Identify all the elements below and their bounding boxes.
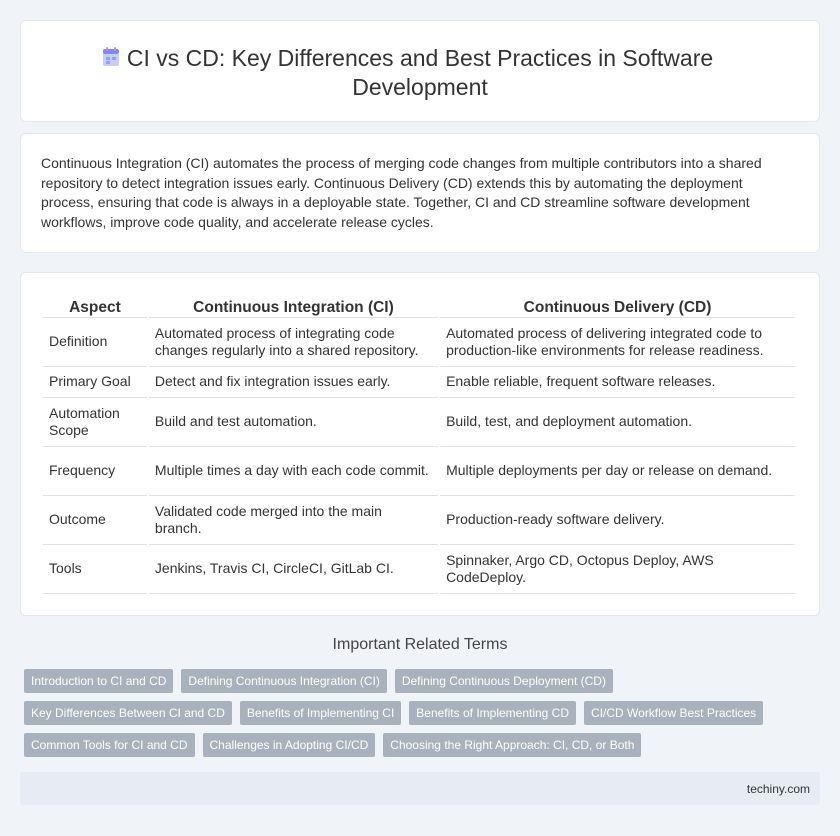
header-card <box>20 20 820 122</box>
cd-cell: Build, test, and deployment automation. <box>440 398 795 447</box>
comparison-table-card <box>20 272 820 616</box>
table-row <box>43 398 795 447</box>
cd-cell: Automated process of delivering integrated code to production-like environments for release readiness. <box>440 318 795 367</box>
tag-link[interactable]: CI/CD Workflow Best Practices <box>584 701 763 725</box>
tag-link[interactable]: Defining Continuous Deployment (CD) <box>395 669 613 693</box>
aspect-cell: Outcome <box>43 496 147 545</box>
tag-link[interactable]: Choosing the Right Approach: CI, CD, or Both <box>383 733 641 757</box>
ci-cell: Jenkins, Travis CI, CircleCI, GitLab CI. <box>149 545 438 594</box>
table-row <box>43 496 795 545</box>
footer-brand[interactable]: techiny.com <box>746 782 810 796</box>
page-title: CI vs CD: Key Differences and Best Practices in Software Development <box>126 45 714 100</box>
header-aspect: Aspect <box>43 295 147 318</box>
intro-card <box>20 133 820 253</box>
ci-cell: Detect and fix integration issues early. <box>149 367 438 398</box>
tag-link[interactable]: Defining Continuous Integration (CI) <box>181 669 386 693</box>
aspect-cell: Definition <box>43 318 147 367</box>
comparison-table <box>41 295 797 594</box>
tag-link[interactable]: Benefits of Implementing CD <box>409 701 576 725</box>
cd-cell: Enable reliable, frequent software releases. <box>440 367 795 398</box>
tag-link[interactable]: Benefits of Implementing CI <box>240 701 401 725</box>
tag-link[interactable]: Common Tools for CI and CD <box>24 733 195 757</box>
related-terms-tags <box>24 669 804 765</box>
cd-cell: Production-ready software delivery. <box>440 496 795 545</box>
header-cd: Continuous Delivery (CD) <box>440 295 795 318</box>
table-row <box>43 318 795 367</box>
intro-paragraph: Continuous Integration (CI) automates the process of merging code changes from multiple contributors into a shared repository to detect integration issues early. Continuous Delivery (CD) extends this by automating the deployment process, ensuring that code is always in a deployable state. Together, CI and CD streamline software development workflows, improve code quality, and accelerate release cycles. <box>41 155 762 230</box>
ci-cell: Build and test automation. <box>149 398 438 447</box>
ci-cell: Automated process of integrating code changes regularly into a shared repository. <box>149 318 438 367</box>
aspect-cell: Tools <box>43 545 147 594</box>
ci-cell: Validated code merged into the main branch. <box>149 496 438 545</box>
cd-cell: Spinnaker, Argo CD, Octopus Deploy, AWS CodeDeploy. <box>440 545 795 594</box>
aspect-cell: Automation Scope <box>43 398 147 447</box>
cd-cell: Multiple deployments per day or release on demand. <box>440 447 795 496</box>
table-row <box>43 447 795 496</box>
footer <box>20 772 820 805</box>
header-ci: Continuous Integration (CI) <box>149 295 438 318</box>
aspect-cell: Primary Goal <box>43 367 147 398</box>
tag-link[interactable]: Challenges in Adopting CI/CD <box>203 733 376 757</box>
tag-link[interactable]: Introduction to CI and CD <box>24 669 173 693</box>
ci-cell: Multiple times a day with each code commit. <box>149 447 438 496</box>
table-row <box>43 545 795 594</box>
tag-link[interactable]: Key Differences Between CI and CD <box>24 701 232 725</box>
aspect-cell: Frequency <box>43 447 147 496</box>
related-terms-title: Important Related Terms <box>332 636 508 653</box>
table-header-row <box>43 295 795 318</box>
table-row <box>43 367 795 398</box>
